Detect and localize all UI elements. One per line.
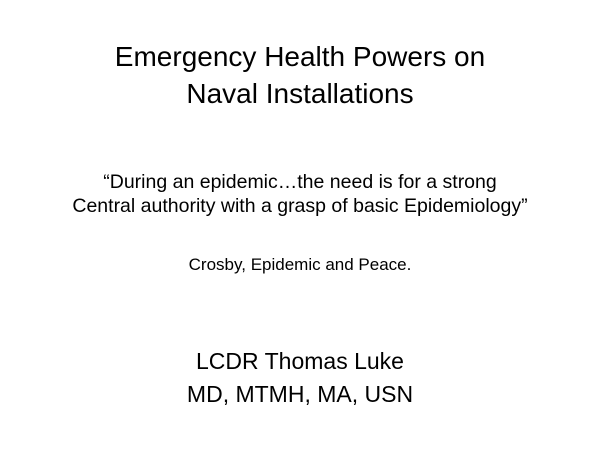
- title-line-2: Naval Installations: [186, 78, 414, 109]
- quote-line-2: Central authority with a grasp of basic Epidemiology”: [72, 195, 528, 217]
- author-credentials: MD, MTMH, MA, USN: [186, 381, 414, 407]
- epidemic-quote: [0, 170, 600, 218]
- title-line-1: Emergency Health Powers on: [114, 41, 486, 72]
- quote-citation: Crosby, Epidemic and Peace.: [188, 255, 412, 274]
- slide-title: [0, 38, 600, 112]
- author-name: LCDR Thomas Luke: [196, 348, 404, 374]
- author-block: [0, 345, 600, 411]
- quote-line-1: “During an epidemic…the need is for a strong: [103, 171, 497, 193]
